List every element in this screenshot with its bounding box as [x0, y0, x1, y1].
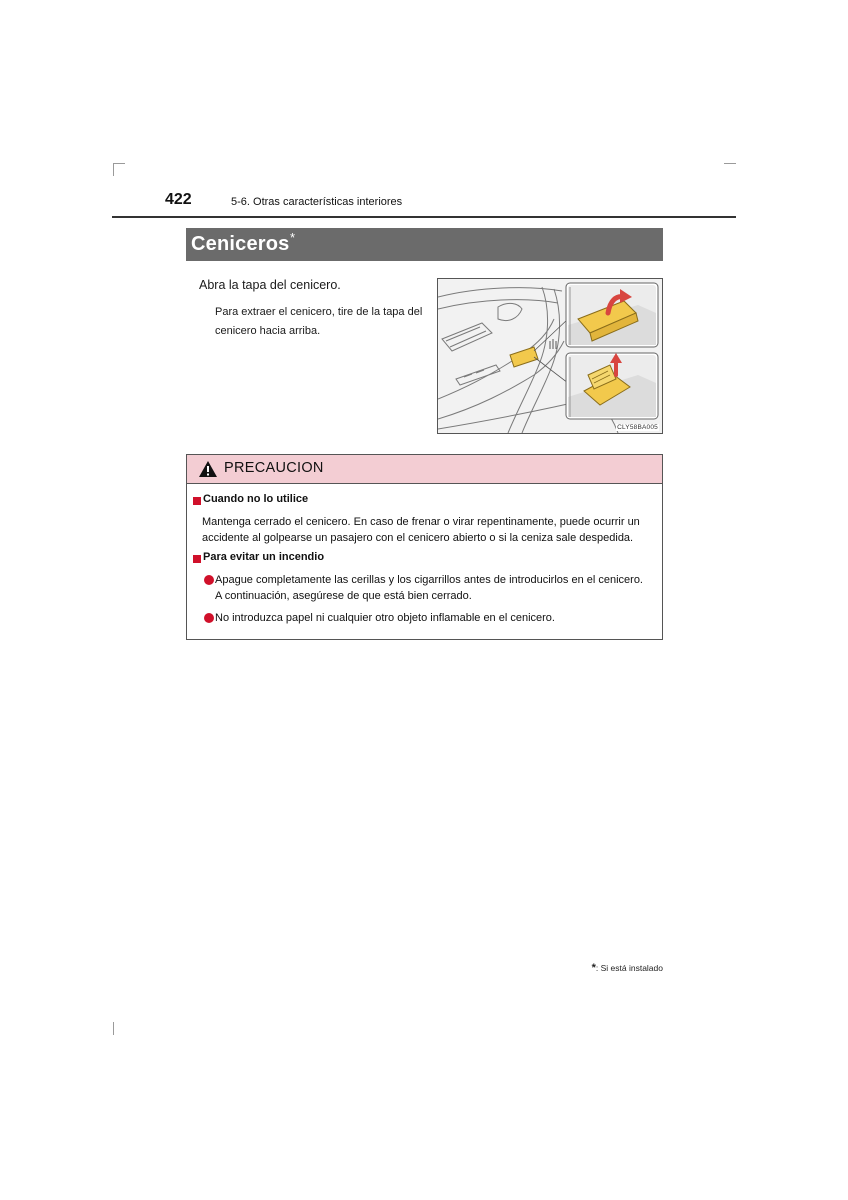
- footnote-text: : Si está instalado: [595, 963, 663, 973]
- banner-asterisk: *: [290, 230, 296, 245]
- warning-header: [187, 455, 662, 484]
- warning-triangle-icon: [199, 461, 217, 482]
- bullet-dot: [204, 575, 214, 585]
- warning-box: [186, 454, 663, 640]
- inset-remove-ashtray: [566, 353, 658, 419]
- footnote-asterisk: *: [591, 962, 596, 974]
- crop-mark-top-left-v: [113, 163, 114, 176]
- page-number: 422: [165, 191, 192, 208]
- section-title: 5-6. Otras características interiores: [231, 196, 403, 208]
- warning-section-heading-1: Cuando no lo utilice: [203, 493, 309, 505]
- warning-bullet-1-line-2: A continuación, asegúrese de que está bien cerrado.: [215, 590, 472, 602]
- ashtray-illustration: [437, 278, 663, 434]
- warning-section-heading-2: Para evitar un incendio: [203, 551, 325, 563]
- intro-subtext: [215, 303, 430, 341]
- door-panel-drawing: [438, 279, 662, 433]
- section-marker-square: [193, 497, 201, 505]
- crop-mark-bottom-left-v: [113, 1022, 114, 1035]
- warning-section-1-line-1: Mantenga cerrado el cenicero. En caso de frenar o virar repentinamente, puede ocurrir un: [202, 516, 640, 528]
- section-banner: [186, 228, 663, 261]
- figure-code: CLY58BA005: [617, 424, 658, 431]
- intro-subtext-line-2: cenicero hacia arriba.: [215, 325, 321, 337]
- inset-open-lid: [566, 283, 658, 347]
- section-marker-square: [193, 555, 201, 563]
- bullet-dot: [204, 613, 214, 623]
- intro-text: Abra la tapa del cenicero.: [199, 278, 341, 292]
- footnote: [592, 962, 663, 974]
- warning-title: PRECAUCION: [224, 460, 324, 476]
- warning-bullet-1-line-1: Apague completamente las cerillas y los cigarrillos antes de introducirlos en el cenicero.: [215, 574, 643, 586]
- warning-section-1-line-2: accidente al golpearse un pasajero con el cenicero abierto o si la ceniza sale despedida.: [202, 532, 634, 544]
- header-rule: [112, 216, 736, 218]
- crop-mark-top-right-h: [724, 163, 736, 164]
- banner-title: Ceniceros: [191, 233, 290, 255]
- crop-mark-top-left-h: [113, 163, 125, 164]
- warning-bullet-2-line-1: No introduzca papel ni cualquier otro objeto inflamable en el cenicero.: [215, 612, 555, 624]
- intro-subtext-line-1: Para extraer el cenicero, tire de la tapa del: [215, 306, 423, 318]
